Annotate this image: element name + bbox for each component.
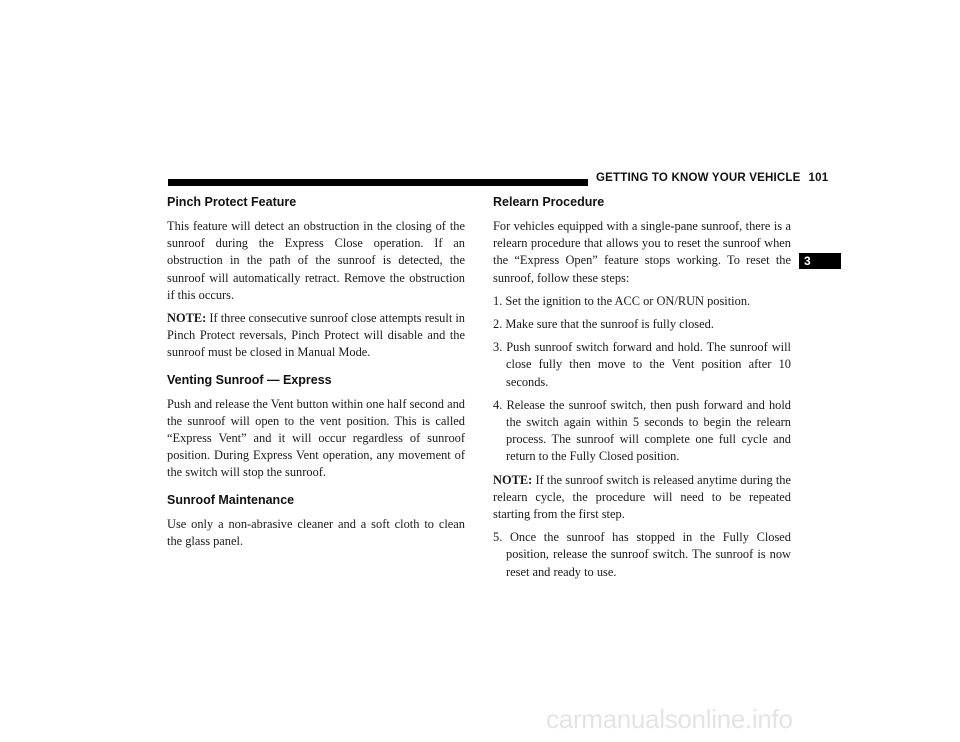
maintenance-body: Use only a non-abrasive cleaner and a soft cloth to clean the glass panel.	[167, 516, 465, 548]
note-label: NOTE:	[167, 311, 207, 326]
right-column	[493, 194, 791, 587]
header-rule	[168, 179, 588, 186]
chapter-tab: 3	[799, 253, 841, 269]
relearn-heading: Relearn Procedure	[493, 195, 605, 209]
relearn-steps	[493, 293, 791, 466]
maintenance-heading: Sunroof Maintenance	[167, 492, 295, 507]
list-item: 2. Make sure that the sunroof is fully closed.	[493, 317, 714, 332]
list-item: 3. Push sunroof switch forward and hold. The sunroof will close fully then move to the Vent position after 10 seconds.	[493, 340, 791, 389]
note-label: NOTE:	[493, 472, 533, 487]
list-item: 5. Once the sunroof has stopped in the Fully Closed position, release the sunroof switch. The sunroof is now reset and ready to use.	[493, 530, 791, 579]
note-text: If three consecutive sunroof close attempts result in Pinch Protect reversals, Pinch Protect will disable and the sunroof must be closed in Manual Mode.	[167, 311, 465, 360]
page-number: 101	[808, 172, 829, 184]
venting-body: Push and release the Vent button within one half second and the sunroof will open to the vent position. This is called “Express Vent” and it will occur regardless of sunroof position. During Express Vent operation, any movement of the switch will stop the sunroof.	[167, 396, 465, 480]
relearn-note	[493, 472, 791, 524]
list-item: 4. Release the sunroof switch, then push forward and hold the switch again within 5 seconds to begin the relearn process. The sunroof will complete one full cycle and return to the Fully Closed position.	[493, 397, 791, 464]
pinch-protect-note	[167, 310, 465, 362]
pinch-protect-body: This feature will detect an obstruction in the closing of the sunroof during the Express Close operation. If an obstruction in the path of the sunroof is detected, the sunroof will automatically retract. Remove the obstruction if this occurs.	[167, 219, 465, 302]
watermark: carmanualsonline.info	[546, 704, 793, 734]
venting-heading: Venting Sunroof — Express	[167, 372, 332, 387]
list-item: 1. Set the ignition to the ACC or ON/RUN position.	[493, 293, 751, 308]
header-title: GETTING TO KNOW YOUR VEHICLE	[596, 172, 801, 184]
running-header	[596, 172, 828, 184]
relearn-intro: For vehicles equipped with a single-pane sunroof, there is a relearn procedure that allows you to reset the sunroof when the “Express Open” feature stops working. To reset the sunroof, follow these steps:	[493, 219, 791, 285]
pinch-protect-heading: Pinch Protect Feature	[167, 195, 297, 209]
left-column	[167, 194, 465, 556]
relearn-steps-continued	[493, 529, 791, 581]
note-text: If the sunroof switch is released anytime during the relearn cycle, the procedure will need to be repeated starting from the first step.	[493, 472, 791, 522]
